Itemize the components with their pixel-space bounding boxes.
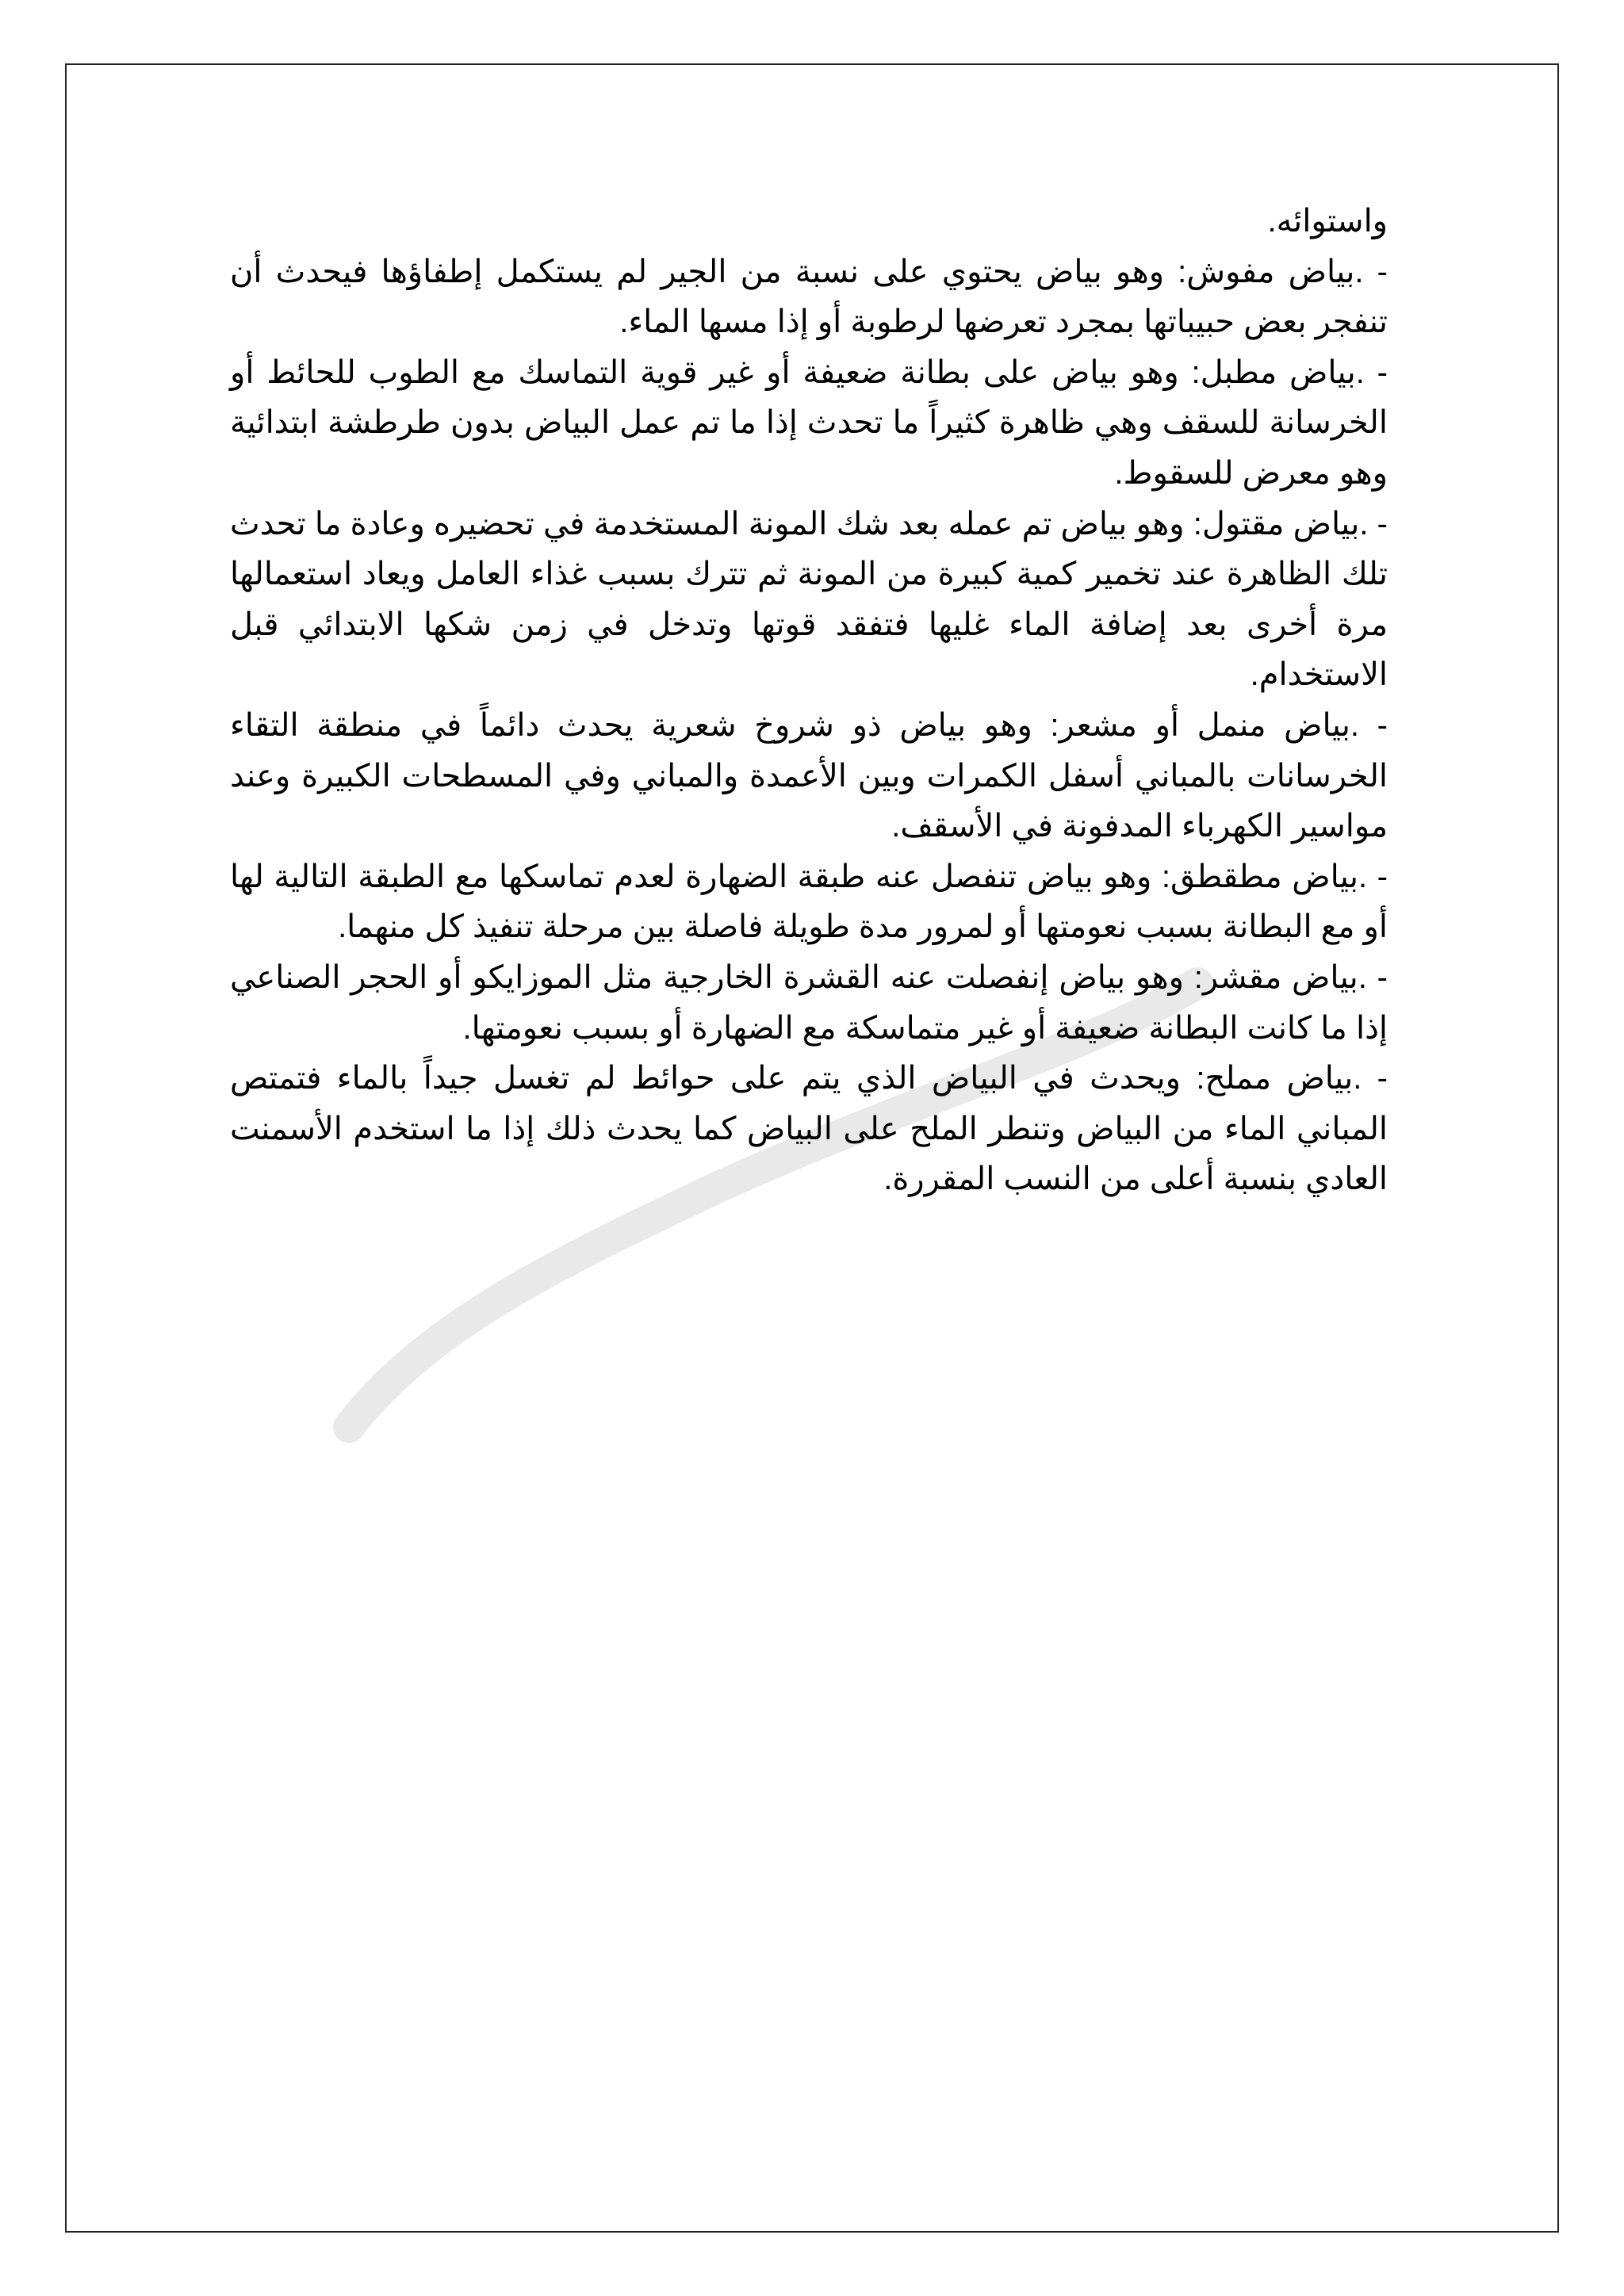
paragraph-mumallah: - .بياض مملح: ويحدث في البياض الذي يتم على حوائط لم تغسل جيداً بالماء فتمتص المباني الماء من البياض وتنطر الملح على البياض كما يحدث ذلك إذا ما استخدم الأسمنت العادي بنسبة أعلى من النسب المقررة.	[230, 1061, 1388, 1197]
paragraph-muqashshar: - .بياض مقشر: وهو بياض إنفصلت عنه القشرة الخارجية مثل الموزايكو أو الحجر الصناعي إذا ما كانت البطانة ضعيفة أو غير متماسكة مع الضهارة أو بسبب نعومتها.	[230, 959, 1388, 1046]
paragraph-mutaqtaq: - .بياض مطقطق: وهو بياض تنفصل عنه طبقة الضهارة لعدم تماسكها مع الطبقة التالية لها أو مع البطانة بسبب نعومتها أو لمرور مدة طويلة فاصلة بين مرحلة تنفيذ كل منهما.	[230, 859, 1388, 945]
paragraph-intro: واستوائه.	[1267, 204, 1388, 239]
paragraph-maqtul: - .بياض مقتول: وهو بياض تم عمله بعد شك المونة المستخدمة في تحضيره وعادة ما تحدث تلك الظاهرة عند تخمير كمية كبيرة من المونة ثم تترك بسبب غذاء العامل ويعاد استعمالها مرة أخرى بعد إضافة الماء غليها فتفقد قوتها وتدخل في زمن شكها الابتدائي قبل الاستخدام.	[230, 506, 1388, 693]
document-body	[230, 197, 1388, 1205]
paragraph-mutabbal: - .بياض مطبل: وهو بياض على بطانة ضعيفة أو غير قوية التماسك مع الطوب للحائط أو الخرسانة للسقف وهي ظاهرة كثيراً ما تحدث إذا ما تم عمل البياض بدون طرطشة ابتدائية وهو معرض للسقوط.	[230, 354, 1388, 491]
paragraph-mufawwash: - .بياض مفوش: وهو بياض يحتوي على نسبة من الجير لم يستكمل إطفاؤها فيحدث أن تنفجر بعض حبيباتها بمجرد تعرضها لرطوبة أو إذا مسها الماء.	[230, 254, 1388, 340]
paragraph-munammal: - .بياض منمل أو مشعر: وهو بياض ذو شروخ شعرية يحدث دائماً في منطقة التقاء الخرسانات بالمباني أسفل الكمرات وبين الأعمدة والمباني وفي المسطحات الكبيرة وعند مواسير الكهرباء المدفونة في الأسقف.	[230, 707, 1388, 844]
